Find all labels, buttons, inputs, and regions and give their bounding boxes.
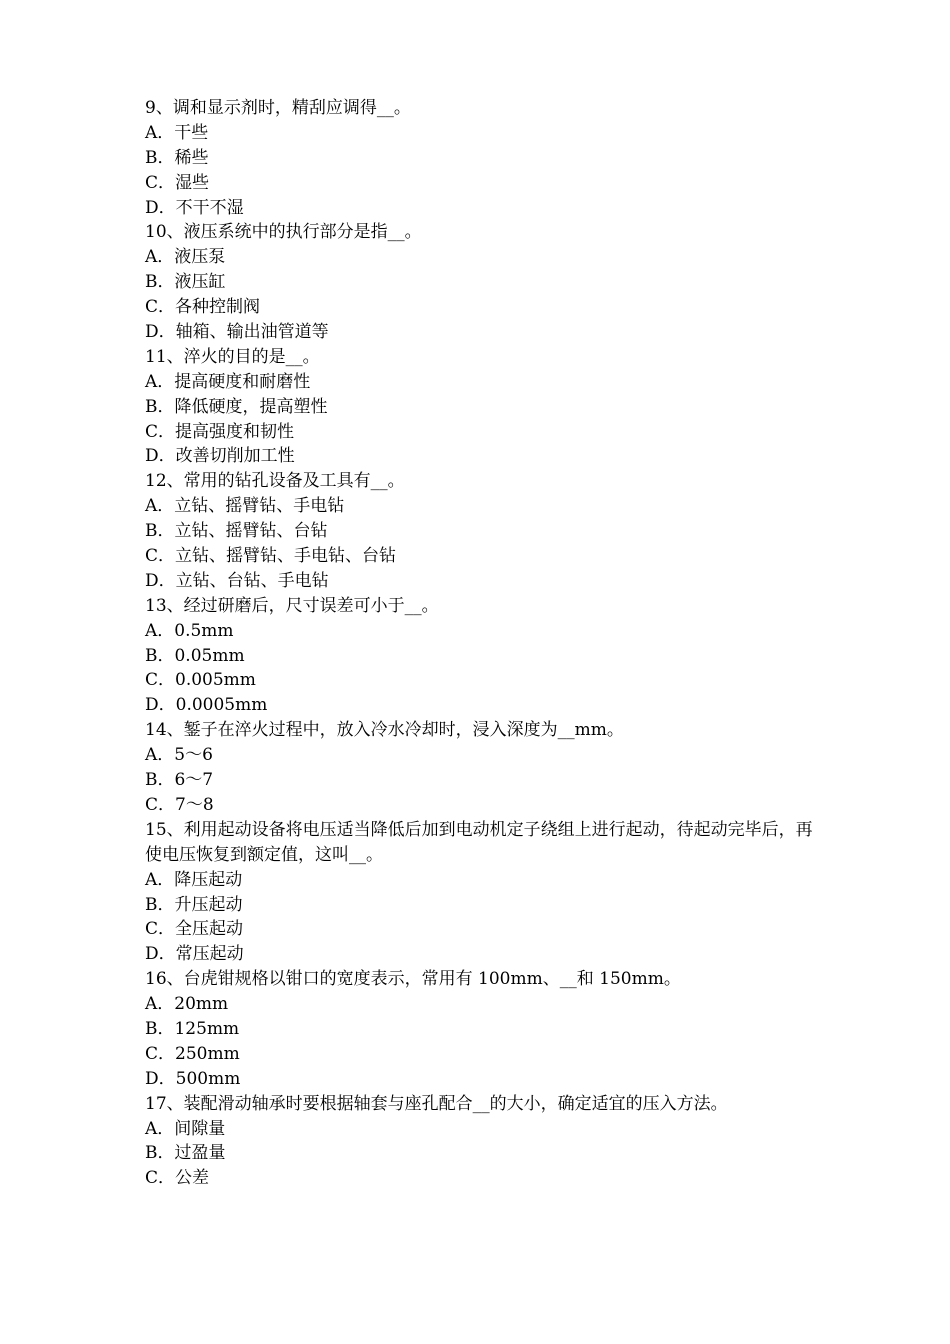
question-stem: 15、利用起动设备将电压适当降低后加到电动机定子绕组上进行起动，待起动完毕后，再使电压恢复到额定值，这叫__。 bbox=[145, 819, 813, 865]
option-b: B．过盈量 bbox=[145, 1143, 226, 1164]
option-d: D．轴箱、输出油管道等 bbox=[145, 322, 329, 343]
option-d: D．不干不湿 bbox=[145, 197, 244, 218]
question-15 bbox=[145, 818, 825, 967]
option-c: C．全压起动 bbox=[145, 919, 244, 940]
option-a: A．5～6 bbox=[145, 745, 213, 766]
question-stem: 13、经过研磨后，尺寸误差可小于__。 bbox=[145, 595, 439, 616]
option-c: C．提高强度和韧性 bbox=[145, 421, 295, 442]
option-a: A．0.5mm bbox=[145, 620, 234, 641]
question-17 bbox=[145, 1092, 825, 1192]
option-b: B．125mm bbox=[145, 1018, 240, 1039]
option-d: D．改善切削加工性 bbox=[145, 446, 295, 467]
option-c: C．各种控制阀 bbox=[145, 297, 261, 318]
option-b: B．降低硬度，提高塑性 bbox=[145, 396, 328, 417]
option-c: C．7～8 bbox=[145, 794, 214, 815]
question-stem: 16、台虎钳规格以钳口的宽度表示，常用有 100mm、__和 150mm。 bbox=[145, 969, 681, 990]
question-stem: 17、装配滑动轴承时要根据轴套与座孔配合__的大小，确定适宜的压入方法。 bbox=[145, 1093, 728, 1114]
option-d: D．立钻、台钻、手电钻 bbox=[145, 570, 329, 591]
option-d: D．常压起动 bbox=[145, 944, 244, 965]
question-stem: 14、錾子在淬火过程中，放入冷水冷却时，浸入深度为__mm。 bbox=[145, 720, 624, 741]
option-a: A．提高硬度和耐磨性 bbox=[145, 371, 311, 392]
option-a: A．间隙量 bbox=[145, 1118, 226, 1139]
question-stem: 12、常用的钻孔设备及工具有__。 bbox=[145, 471, 405, 492]
option-c: C．湿些 bbox=[145, 172, 210, 193]
question-10 bbox=[145, 220, 825, 344]
option-b: B．立钻、摇臂钻、台钻 bbox=[145, 521, 328, 542]
option-b: B．0.05mm bbox=[145, 645, 245, 666]
question-14 bbox=[145, 718, 825, 818]
question-stem: 10、液压系统中的执行部分是指__。 bbox=[145, 222, 422, 243]
option-b: B．6～7 bbox=[145, 770, 214, 791]
option-a: A．立钻、摇臂钻、手电钻 bbox=[145, 496, 345, 517]
option-c: C．公差 bbox=[145, 1168, 210, 1189]
question-9 bbox=[145, 96, 825, 220]
question-16 bbox=[145, 967, 825, 1091]
option-c: C．0.005mm bbox=[145, 670, 256, 691]
option-d: D．500mm bbox=[145, 1068, 241, 1089]
option-c: C．立钻、摇臂钻、手电钻、台钻 bbox=[145, 546, 397, 567]
option-a: A．液压泵 bbox=[145, 247, 226, 268]
question-stem: 11、淬火的目的是__。 bbox=[145, 346, 320, 367]
question-12 bbox=[145, 469, 825, 593]
question-13 bbox=[145, 594, 825, 718]
question-stem: 9、调和显示剂时，精刮应调得__。 bbox=[145, 98, 411, 118]
option-b: B．液压缸 bbox=[145, 272, 226, 293]
option-a: A．降压起动 bbox=[145, 869, 243, 890]
option-a: A．干些 bbox=[145, 122, 209, 143]
question-11 bbox=[145, 345, 825, 469]
option-d: D．0.0005mm bbox=[145, 695, 268, 716]
option-c: C．250mm bbox=[145, 1043, 240, 1064]
option-a: A．20mm bbox=[145, 994, 229, 1015]
option-b: B．升压起动 bbox=[145, 894, 243, 915]
document-page bbox=[145, 96, 825, 1191]
option-b: B．稀些 bbox=[145, 147, 209, 168]
